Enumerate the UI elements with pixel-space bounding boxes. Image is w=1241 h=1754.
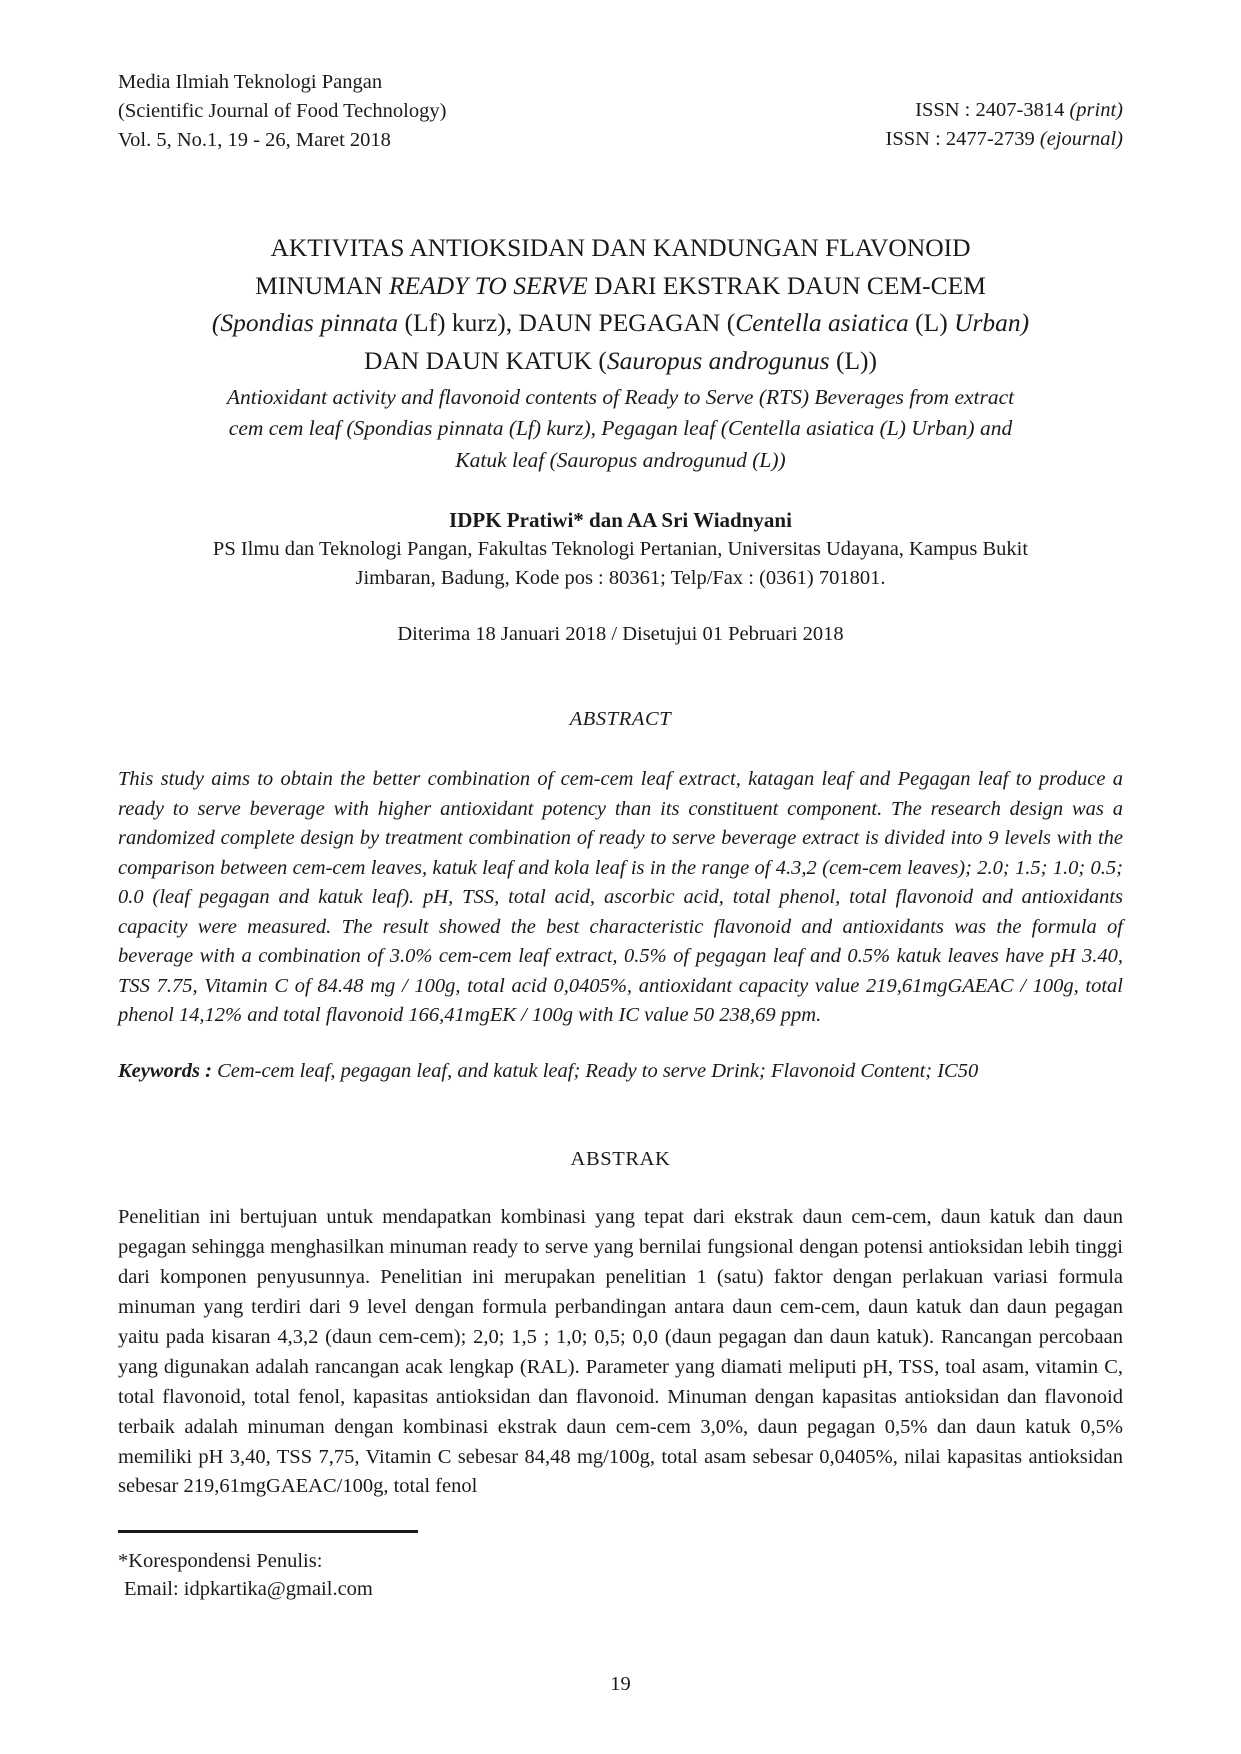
volume-issue-line: Vol. 5, No.1, 19 - 26, Maret 2018 — [118, 129, 391, 152]
issn-ejournal — [886, 125, 1123, 154]
subtitle-line-3: Katuk leaf (Sauropus androgunud (L)) — [455, 447, 786, 472]
abstract-heading-english: ABSTRACT — [569, 708, 672, 730]
issn-print-number: ISSN : 2407-3814 — [915, 99, 1070, 121]
title-line-3 — [118, 304, 1123, 341]
issn-ejournal-number: ISSN : 2477-2739 — [885, 128, 1040, 151]
keywords-line — [118, 1057, 1123, 1087]
article-title — [118, 229, 1123, 379]
abstract-body-indonesian: Penelitian ini bertujuan untuk mendapatkan kombinasi yang tepat dari ekstrak daun cem-cem, daun katuk dan daun pegagan sehingga menghasilkan minuman ready to serve yang bernilai fungsional dengan potensi antioksidan lebih tinggi dari komponen penyusunnya. Penelitian ini merupakan penelitian 1 (satu) faktor dengan perlakuan variasi formula minuman yang terdiri dari 9 level dengan formula perbandingan antara daun cem-cem, daun katuk dan daun pegagan yaitu pada kisaran 4,3,2 (daun cem-cem); 2,0; 1,5 ; 1,0; 0,5; 0,0 (daun pegagan dan daun katuk). Rancangan percobaan yang digunakan adalah rancangan acak lengkap (RAL). Parameter yang diamati meliputi pH, TSS, toal asam, vitamin C, total flavonoid, total fenol, kapasitas antioksidan dan flavonoid. Minuman dengan kapasitas antioksidan dan flavonoid terbaik adalah minuman dengan kombinasi ekstrak daun cem-cem 3,0%, daun pegagan 0,5% dan daun katuk 0,5% memiliki pH 3,40, TSS 7,75, Vitamin C sebesar 84,48 mg/100g, total asam sebesar 0,0405%, nilai kapasitas antioksidan sebesar 219,61mgGAEAC/100g, total fenol — [118, 1206, 1123, 1498]
title-line-2-part-a: MINUMAN — [255, 270, 389, 300]
affiliation-line-2: Jimbaran, Badung, Kode pos : 80361; Telp/Fax : (0361) 701801. — [355, 566, 886, 589]
affiliation-line-1: PS Ilmu dan Teknologi Pangan, Fakultas Teknologi Pertanian, Universitas Udayana, Kampus Bukit — [212, 537, 1029, 560]
article-subtitle-english — [118, 382, 1123, 476]
issn-ejournal-tag: (ejournal) — [1039, 128, 1123, 151]
masthead — [118, 68, 1123, 155]
title-line-3-italic-1: (Spondias pinnata — [211, 308, 405, 338]
title-line-3-part-a: (Lf) kurz), DAUN PEGAGAN ( — [404, 308, 736, 338]
journal-name-english: (Scientific Journal of Food Technology) — [118, 100, 447, 123]
title-line-2-italic: READY TO SERVE — [388, 270, 588, 300]
title-line-3-part-b: (L) — [915, 308, 955, 338]
footnote-separator-rule — [118, 1530, 418, 1533]
issn-print-tag: (print) — [1069, 99, 1123, 121]
title-line-2-part-b: DARI EKSTRAK DAUN CEM-CEM — [587, 270, 986, 300]
corresponding-author-email: Email: idpkartika@gmail.com — [124, 1578, 373, 1601]
footnote-block — [118, 1530, 1123, 1604]
journal-name: Media Ilmiah Teknologi Pangan — [118, 71, 383, 93]
author-affiliation — [118, 535, 1123, 593]
title-line-4-part-a: DAN DAUN KATUK ( — [363, 345, 607, 375]
abstract-heading-indonesian: ABSTRAK — [570, 1148, 671, 1171]
corresponding-author-label: *Korespondensi Penulis: — [118, 1549, 323, 1572]
subtitle-line-1: Antioxidant activity and flavonoid contents of Ready to Serve (RTS) Beverages from extract — [226, 385, 1015, 410]
title-line-4-part-b: (L)) — [829, 345, 878, 375]
keywords-value: Cem-cem leaf, pegagan leaf, and katuk leaf; Ready to serve Drink; Flavonoid Content; IC50 — [217, 1059, 979, 1082]
masthead-left — [118, 68, 446, 155]
submission-dates: Diterima 18 Januari 2018 / Disetujui 01 Pebruari 2018 — [397, 623, 844, 645]
title-line-3-italic-3: Urban) — [954, 308, 1030, 338]
masthead-right — [886, 68, 1123, 154]
title-line-3-italic-2: Centella asiatica — [735, 308, 916, 338]
subtitle-line-2: cem cem leaf (Spondias pinnata (Lf) kurz), Pegagan leaf (Centella asiatica (L) Urban) and — [228, 416, 1013, 441]
page-number: 19 — [610, 1673, 631, 1695]
keywords-label: Keywords : — [118, 1059, 218, 1082]
author-names: IDPK Pratiwi* dan AA Sri Wiadnyani — [449, 507, 792, 532]
abstract-body-english: This study aims to obtain the better combination of cem-cem leaf extract, katagan leaf and Pegagan leaf to produce a ready to serve beverage with higher antioxidant potency than its constituent component. The research design was a randomized complete design by treatment combination of ready to serve beverage extract is divided into 9 levels with the comparison between cem-cem leaves, katuk leaf and kola leaf is in the range of 4.3,2 (cem-cem leaves); 2.0; 1.5; 1.0; 0.5; 0.0 (leaf pegagan and katuk leaf). pH, TSS, total acid, ascorbic acid, total phenol, total flavonoid and antioxidants capacity were measured. The result showed the best characteristic flavonoid and antioxidants was the formula of beverage with a combination of 3.0% cem-cem leaf extract, 0.5% of pegagan leaf and 0.5% katuk leaves have pH 3.40, TSS 7.75, Vitamin C of 84.48 mg / 100g, total acid 0,0405%, antioxidant capacity value 219,61mgGAEAC / 100g, total phenol 14,12% and total flavonoid 166,41mgEK / 100g with IC value 50 238,69 ppm. — [118, 768, 1123, 1027]
title-line-4 — [118, 342, 1123, 379]
title-line-1: AKTIVITAS ANTIOKSIDAN DAN KANDUNGAN FLAVONOID — [270, 233, 971, 263]
title-line-2 — [118, 267, 1123, 304]
title-line-4-italic: Sauropus androgunus — [606, 345, 830, 375]
issn-print — [886, 96, 1123, 125]
